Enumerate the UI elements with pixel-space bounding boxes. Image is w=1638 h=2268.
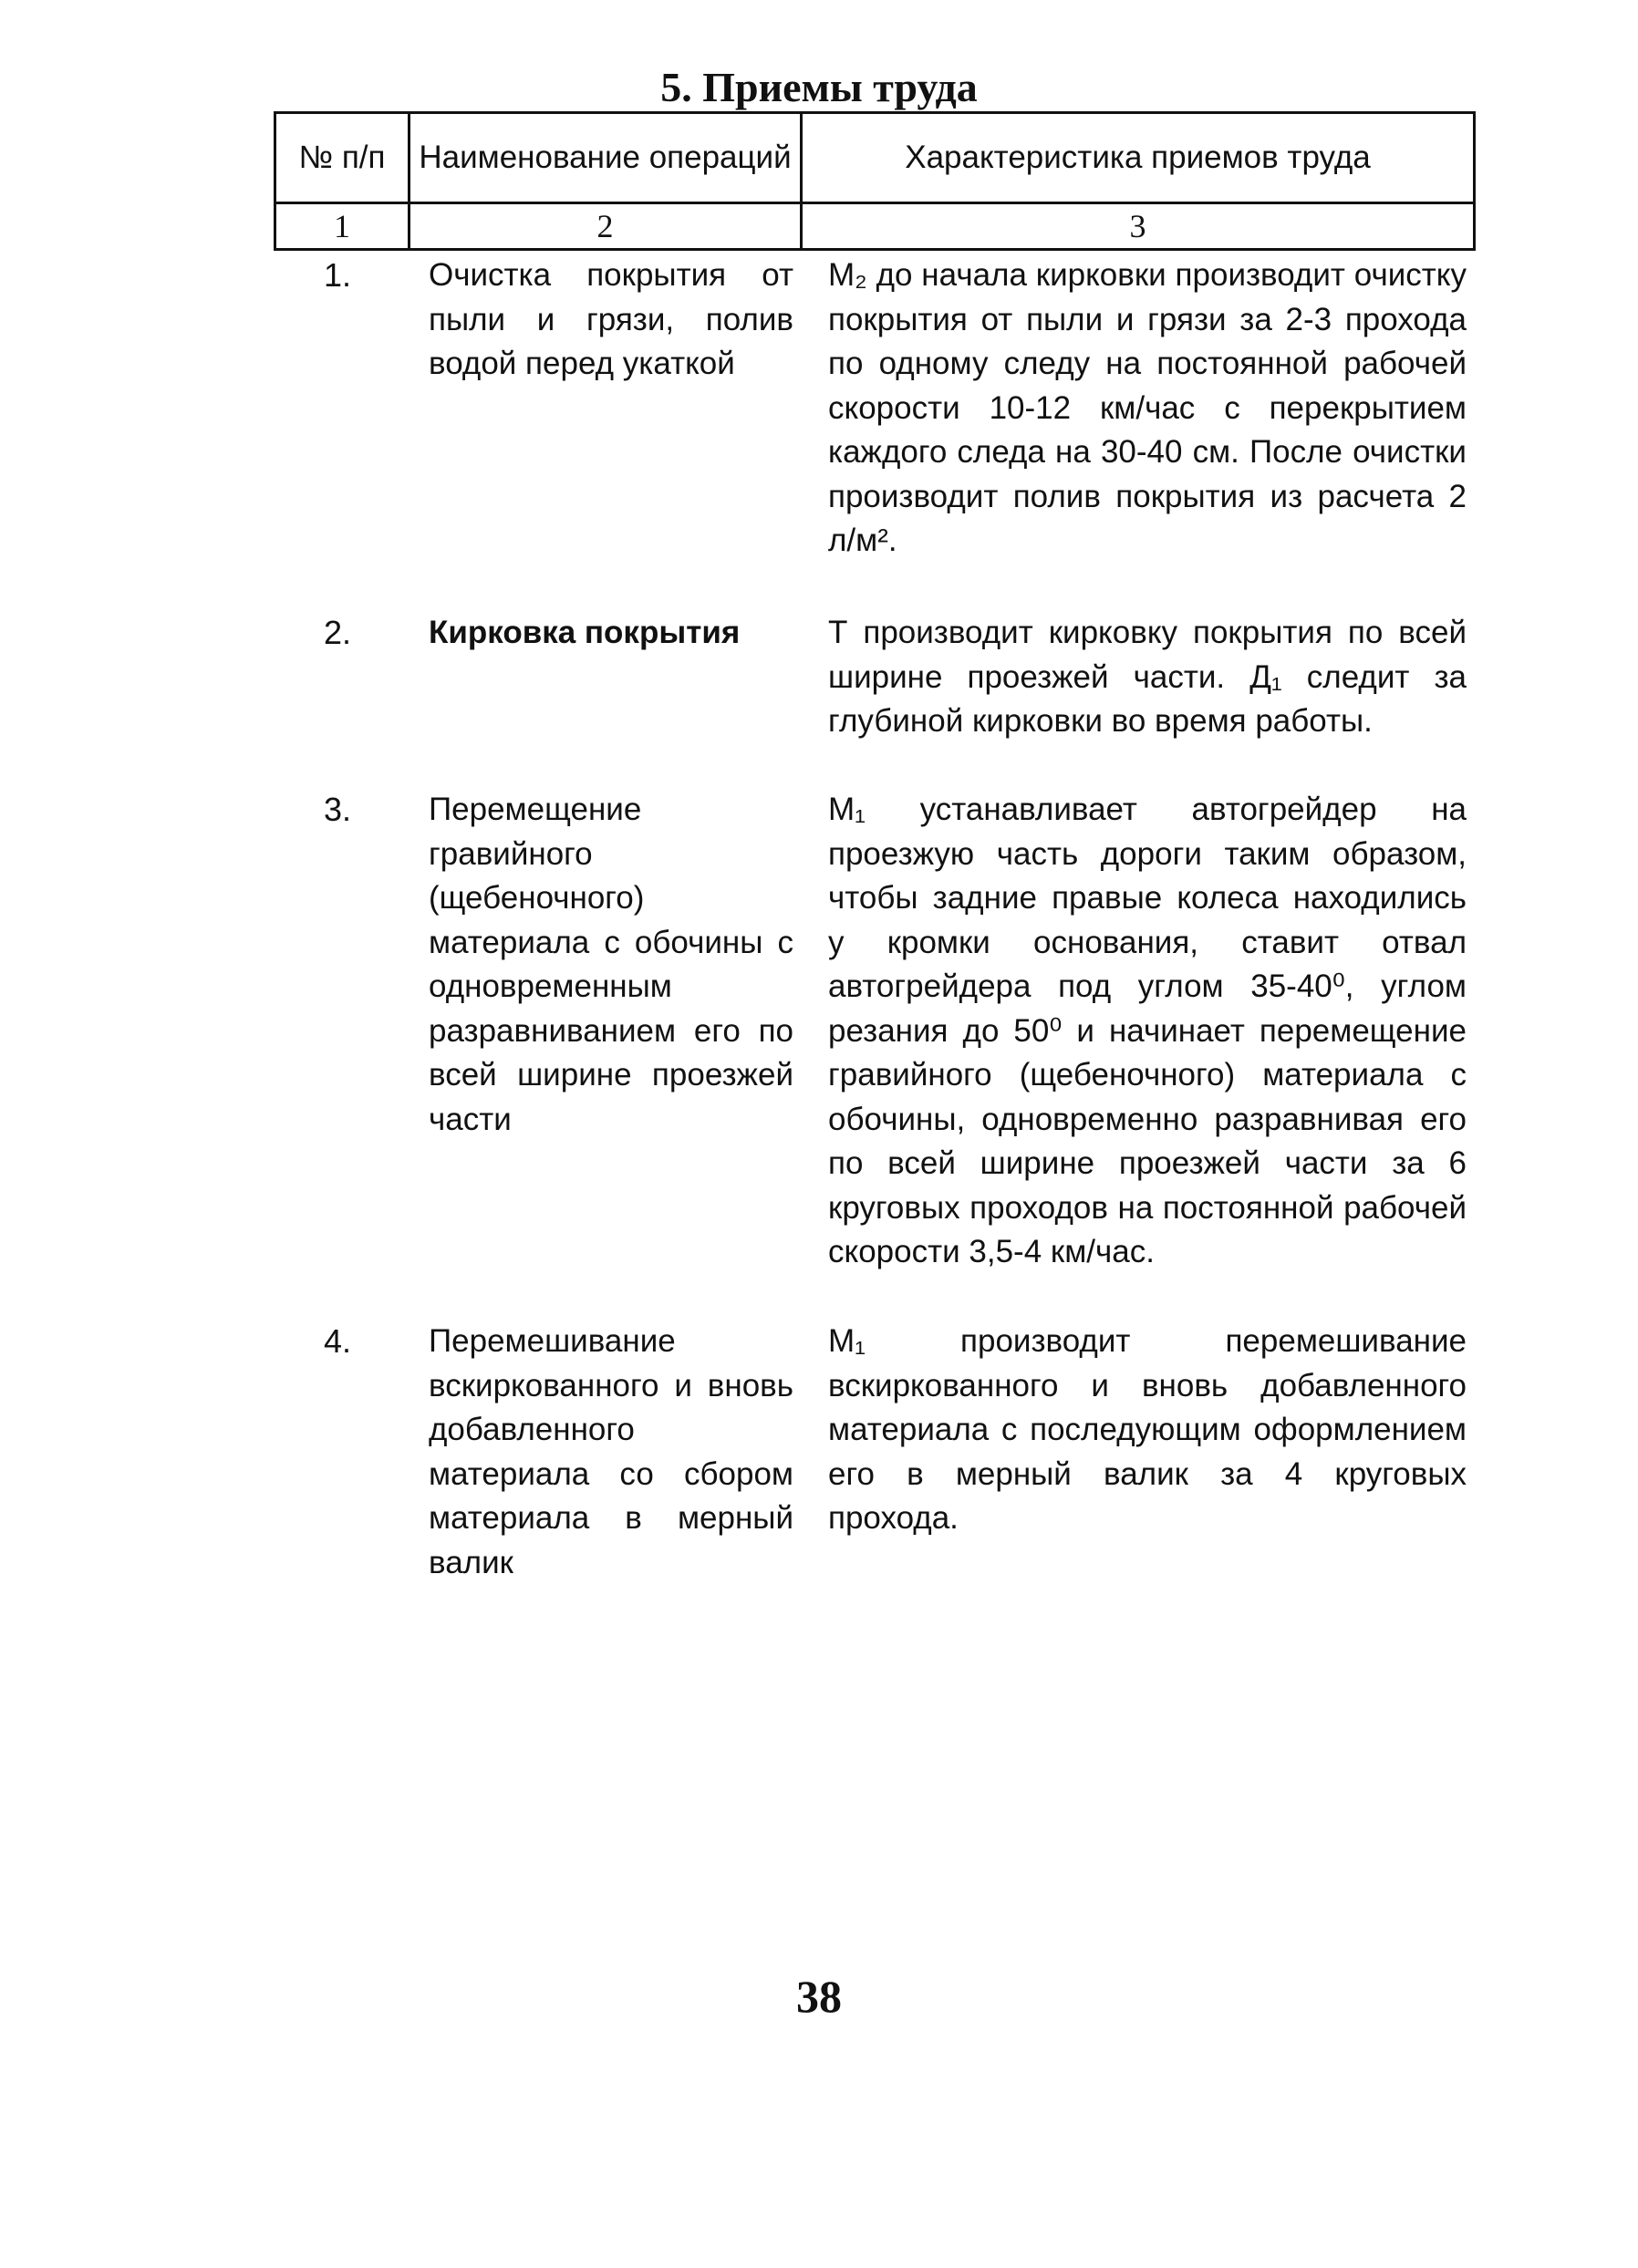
- table-header: [274, 111, 1476, 251]
- table-body: [274, 254, 1477, 1593]
- operation-description: М₁ устанавливает автогрейдер на проезжую часть дороги таким образом, чтобы задние правые колеса находились у кромки основания, ставит отвал автогрейдера под углом 35-40⁰, углом резания до 50⁰ и начинает перемещение гравийного (щебеночного) материала с обочины, одновременно разравнивая его по всей ширине проезжей части за 6 круговых проходов на постоянной рабочей скорости 3,5-4 км/час.: [828, 792, 1467, 1269]
- operation-description: Т производит кирковку покрытия по всей ширине проезжей части. Д₁ следит за глубиной кирковки во время работы.: [828, 615, 1467, 739]
- row-number: 4.: [324, 1322, 352, 1360]
- page-title: 5. Приемы труда: [660, 64, 978, 110]
- header-description: Характеристика приемов труда: [802, 113, 1475, 203]
- column-number-3: 3: [802, 203, 1475, 250]
- column-number-2: 2: [410, 203, 802, 250]
- operation-name: Кирковка покрытия: [429, 615, 741, 650]
- operation-description: М₂ до начала кирковки производит очистку покрытия от пыли и грязи за 2-3 прохода по одному следу на постоянной рабочей скорости 10-12 км/час с перекрытием каждого следа на 30-40 см. После очистки производит полив покрытия из расчета 2 л/м².: [828, 257, 1467, 558]
- operation-description: М₁ производит перемешивание вскиркованного и вновь добавленного материала с последующим оформлением его в мерный валик за 4 круговых прохода.: [828, 1323, 1467, 1536]
- table-row: [274, 788, 1477, 1320]
- row-number: 3.: [324, 791, 352, 828]
- row-number: 2.: [324, 614, 352, 651]
- operation-name: Перемешивание вскиркованного и вновь добавленного материала со сбором материала в мерный валик: [429, 1323, 793, 1580]
- column-number-1: 1: [275, 203, 410, 250]
- table-row: [274, 254, 1477, 611]
- operation-name: Очистка покрытия от пыли и грязи, полив водой перед укаткой: [429, 257, 793, 381]
- table-row: [274, 1320, 1477, 1593]
- row-number: 1.: [324, 256, 352, 294]
- table-row: [274, 611, 1477, 788]
- operation-name: Перемещение гравийного (щебеночного) материала с обочины с одновременным разравниванием его по всей ширине проезжей части: [429, 792, 793, 1137]
- header-number: № п/п: [275, 113, 410, 203]
- page-number: 38: [796, 1971, 842, 2022]
- header-operation: Наименование операций: [410, 113, 802, 203]
